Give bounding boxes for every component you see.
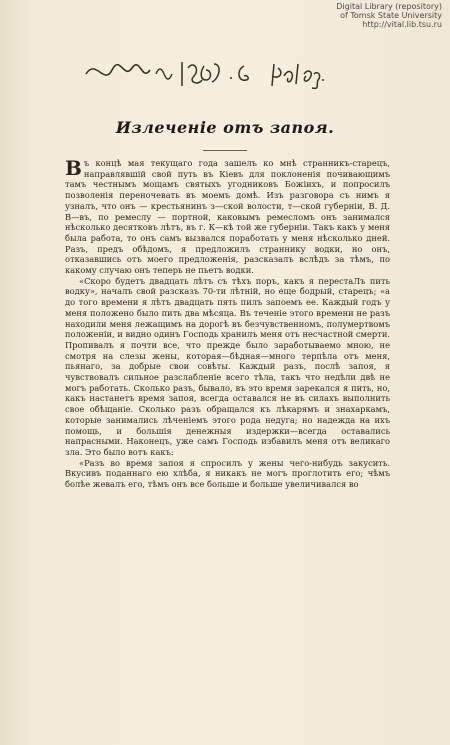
drop-cap: В — [65, 156, 82, 180]
library-stamp — [242, 2, 442, 29]
paragraph-3: «Разъ во время запоя я спросилъ у жены чего-нибудь закусить. Вкусивъ поданнаго ею хлѣба, я никакъ не могъ проглотить его; чѣмъ болѣе жевалъ его, тѣмъ онъ все больше и больше увеличивался во — [65, 457, 390, 490]
handwritten-note — [78, 56, 378, 92]
paragraph-1-text: ъ концѣ мая текущаго года зашелъ ко мнѣ странникъ-старецъ, направлявшій свой путь въ Кіевъ для поклоненія почивающимъ тамъ честнымъ мощамъ святыхъ угодниковъ Божіихъ, и попросилъ позволенія переночевать въ моемъ домѣ. Изъ разговора съ нимъ я узналъ, что онъ — крестьянинъ з—ской волости, т—ской губерніи, В. Д. В—въ, по ремеслу — портной, каковымъ ремесломъ онъ занимался нѣсколько десятковъ лѣтъ, въ г. К—кѣ той же губерніи. Такъ какъ у меня была работа, то онъ самъ вызвался поработать у меня нѣсколько дней. Разъ, предъ обѣдомъ, я предложилъ страннику водки, но онъ, отказавшись отъ моего предложенія, разсказалъ вслѣдъ за тѣмъ, по какому случаю онъ теперь не пьетъ водки. — [65, 158, 390, 276]
paragraph-2: «Скоро будетъ двадцать лѣтъ съ тѣхъ поръ, какъ я перестаЛъ пить водку», началъ свой разсказъ 70-ти лѣтній, но еще бодрый, старецъ; «а до того времени я лѣтъ двадцать пять пилъ запоемъ ее. Каждый годъ у меня положено было пить два мѣсяца. Въ теченіе этого времени не разъ находили меня лежащимъ на дорогѣ въ безчувственномъ, полумертвомъ положеніи, и видно одинъ Господь хранилъ меня отъ несчастной смерти. Пропивалъ я почти все, что прежде было заработываемо мною, не смотря на слезы жены, которая—бѣдная—много терпѣла отъ меня, пьянаго, за добрые свои совѣты. Каждый разъ, послѣ запоя, я чувствовалъ сильное разслабленіе всего тѣла, такъ что недѣли двѣ не могъ работать. Сколько разъ, бывало, въ это время зарекался я пить, но, какъ настанетъ время запоя, всегда оставался не въ силахъ выполнить свое обѣщаніе. Сколько разъ обращался къ лѣкарямъ и знахаркамъ, которые занимались лѣченіемъ этого рода недуга; но надежда на ихъ помощь, и большія денежныя издержки—всегда оставались напрасными. Наконецъ, уже самъ Господь избавилъ меня отъ великаго зла. Это было вотъ какъ: — [65, 275, 390, 457]
library-stamp-line2: of Tomsk State University — [340, 11, 442, 20]
article-body — [65, 158, 390, 490]
library-stamp-line3: http://vital.lib.tsu.ru — [362, 20, 442, 29]
handwriting-image — [78, 56, 378, 92]
title-divider — [203, 150, 247, 151]
library-stamp-line1: Digital Library (repository) — [336, 2, 442, 11]
article-title: Излеченіе отъ запоя. — [115, 118, 335, 137]
paragraph-1 — [65, 158, 390, 276]
